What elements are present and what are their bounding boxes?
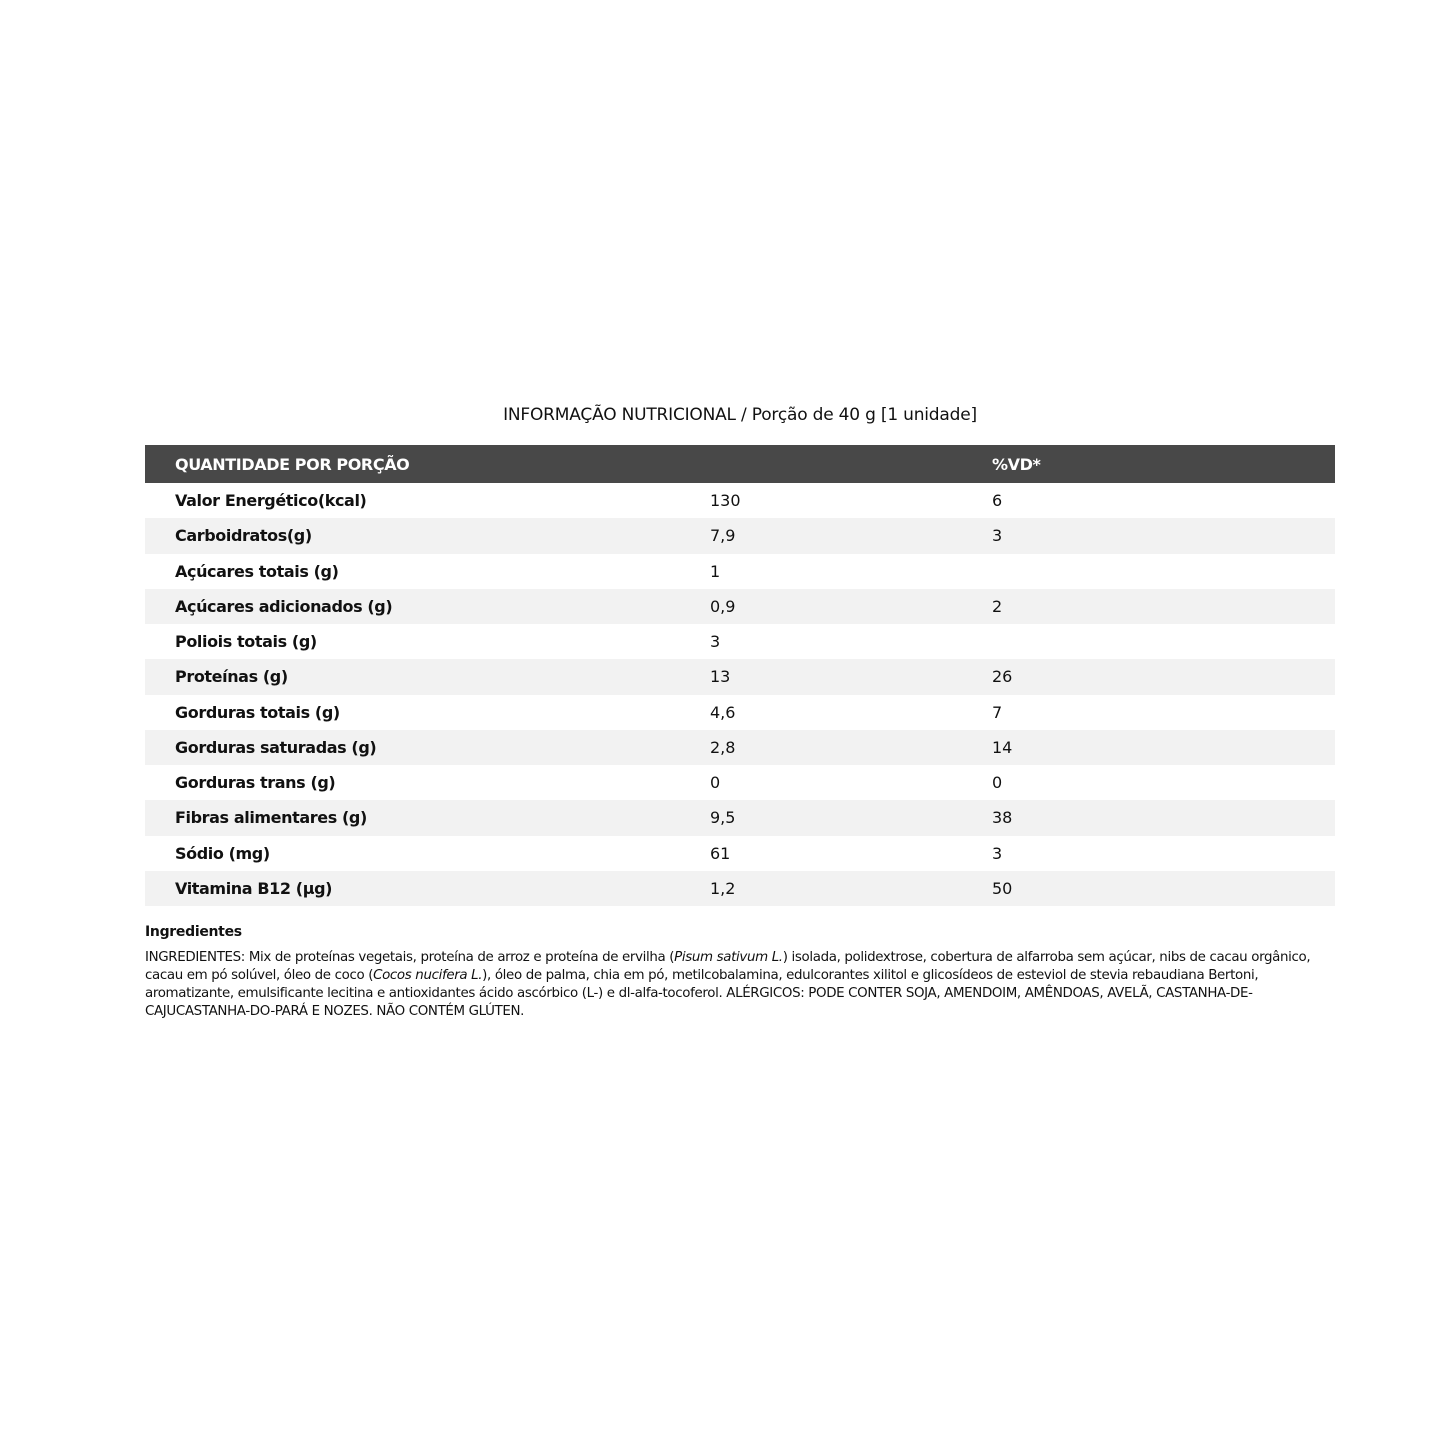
nutrient-name: Carboidratos(g) bbox=[175, 526, 312, 546]
nutrient-amount: 1,2 bbox=[710, 878, 736, 898]
table-row bbox=[145, 589, 1335, 624]
nutrient-name: Valor Energético(kcal) bbox=[175, 491, 367, 511]
nutrient-name: Vitamina B12 (µg) bbox=[175, 878, 333, 898]
nutrient-amount: 1 bbox=[710, 561, 721, 581]
nutrient-dv: 6 bbox=[992, 491, 1003, 511]
nutrient-amount: 0 bbox=[710, 773, 721, 793]
table-row bbox=[145, 836, 1335, 871]
nutrient-dv: 14 bbox=[992, 737, 1013, 757]
nutrition-panel bbox=[145, 400, 1335, 1021]
ingredients-section bbox=[145, 924, 1335, 1021]
table-row bbox=[145, 730, 1335, 765]
nutrient-amount: 7,9 bbox=[710, 526, 736, 546]
ingredients-text-part: ) isolada, polidextrose, cobertura de alfarroba sem açúcar, nibs de cacau orgânico, cacau em pó solúvel, óleo de coco ( bbox=[145, 950, 1311, 983]
nutrient-amount: 130 bbox=[710, 491, 741, 511]
nutrient-dv: 2 bbox=[992, 596, 1003, 616]
nutrient-dv: 38 bbox=[992, 808, 1013, 828]
nutrient-name: Açúcares adicionados (g) bbox=[175, 596, 393, 616]
table-row bbox=[145, 871, 1335, 906]
nutrient-dv: 0 bbox=[992, 773, 1003, 793]
nutrient-dv: 26 bbox=[992, 667, 1013, 687]
nutrient-dv bbox=[992, 624, 1335, 659]
nutrient-dv: 3 bbox=[992, 526, 1003, 546]
table-row bbox=[145, 554, 1335, 589]
nutrient-amount: 3 bbox=[710, 632, 721, 652]
ingredients-scientific-name: Cocos nucifera L. bbox=[373, 968, 483, 983]
nutrient-name: Gorduras trans (g) bbox=[175, 773, 336, 793]
ingredients-scientific-name: Pisum sativum L. bbox=[674, 950, 783, 965]
header-quantity: QUANTIDADE POR PORÇÃO bbox=[175, 454, 410, 474]
table-row bbox=[145, 765, 1335, 800]
table-row bbox=[145, 800, 1335, 835]
ingredients-text-part: ), óleo de palma, chia em pó, metilcobalamina, edulcorantes xilitol e glicosídeos de esteviol de stevia rebaudiana Bertoni, aromatizante, emulsificante lecitina e antioxidantes ácido ascórbico (L-) e dl-alfa-tocoferol. ALÉRGICOS: PODE CONTER SOJA, AMENDOIM, AMÊNDOAS, AVELÃ, CASTANHA-DE-CAJUCASTANHA-DO-PARÁ E NOZES. NÃO CONTÉM GLÚTEN. bbox=[145, 968, 1259, 1019]
table-row bbox=[145, 624, 1335, 659]
table-header-row bbox=[145, 445, 1335, 483]
nutrient-amount: 9,5 bbox=[710, 808, 736, 828]
nutrient-name: Fibras alimentares (g) bbox=[175, 808, 367, 828]
nutrient-dv: 7 bbox=[992, 702, 1003, 722]
header-amount bbox=[710, 445, 992, 483]
table-row bbox=[145, 695, 1335, 730]
table-title: INFORMAÇÃO NUTRICIONAL / Porção de 40 g [1 unidade] bbox=[503, 405, 977, 425]
nutrient-name: Gorduras saturadas (g) bbox=[175, 737, 377, 757]
nutrient-amount: 2,8 bbox=[710, 737, 736, 757]
ingredients-text bbox=[145, 949, 1335, 1021]
nutrient-name: Proteínas (g) bbox=[175, 667, 288, 687]
nutrient-name: Gorduras totais (g) bbox=[175, 702, 340, 722]
table-row bbox=[145, 659, 1335, 694]
nutrient-amount: 4,6 bbox=[710, 702, 736, 722]
header-daily-value: %VD* bbox=[992, 454, 1041, 474]
nutrient-amount: 13 bbox=[710, 667, 731, 687]
nutrient-amount: 0,9 bbox=[710, 596, 736, 616]
nutrient-dv bbox=[992, 554, 1335, 589]
nutrient-dv: 50 bbox=[992, 878, 1013, 898]
nutrient-amount: 61 bbox=[710, 843, 731, 863]
nutrient-name: Sódio (mg) bbox=[175, 843, 270, 863]
nutrient-name: Açúcares totais (g) bbox=[175, 561, 339, 581]
nutrition-table bbox=[145, 445, 1335, 906]
table-row bbox=[145, 518, 1335, 553]
table-row bbox=[145, 483, 1335, 518]
ingredients-text-part: INGREDIENTES: Mix de proteínas vegetais, proteína de arroz e proteína de ervilha ( bbox=[145, 950, 675, 965]
nutrient-dv: 3 bbox=[992, 843, 1003, 863]
ingredients-heading: Ingredientes bbox=[145, 924, 242, 940]
nutrient-name: Poliois totais (g) bbox=[175, 632, 317, 652]
